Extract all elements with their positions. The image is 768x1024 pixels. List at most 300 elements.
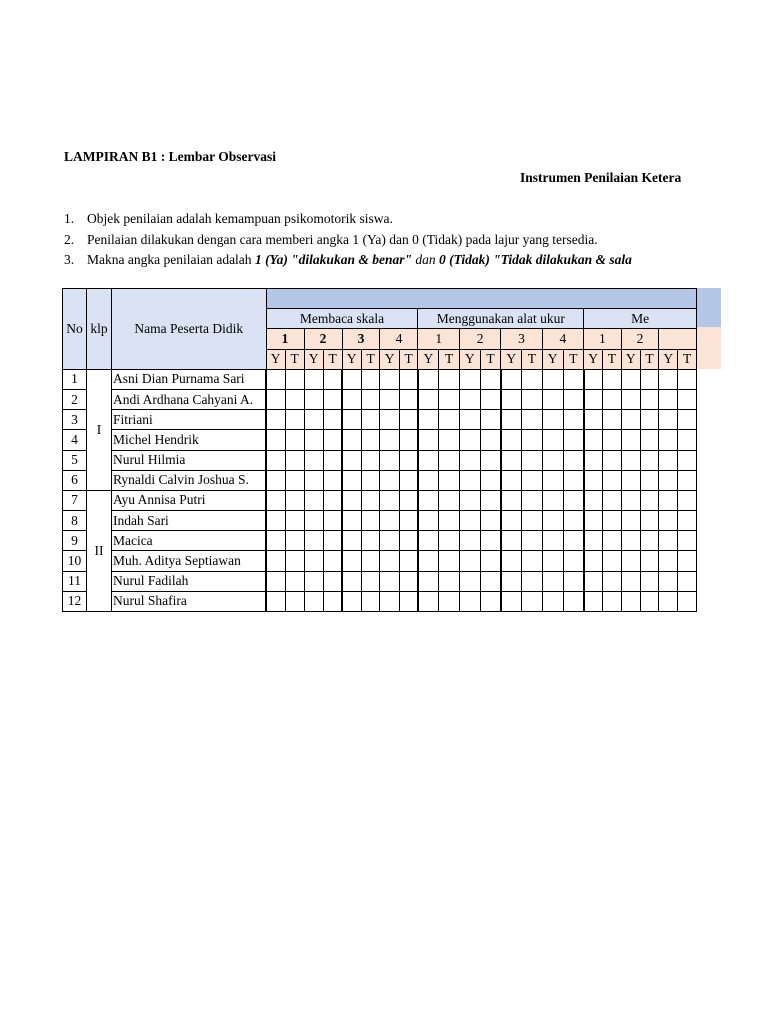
score-cell[interactable] bbox=[418, 591, 439, 611]
score-cell[interactable] bbox=[399, 571, 418, 591]
student-row bbox=[63, 551, 697, 571]
score-cell[interactable] bbox=[439, 389, 460, 409]
score-cell[interactable] bbox=[361, 430, 380, 450]
score-cell[interactable] bbox=[659, 511, 678, 531]
score-cell[interactable] bbox=[418, 490, 439, 510]
score-cell[interactable] bbox=[480, 511, 501, 531]
score-cell[interactable] bbox=[501, 410, 522, 430]
score-cell[interactable] bbox=[439, 591, 460, 611]
score-cell[interactable] bbox=[480, 551, 501, 571]
score-cell[interactable] bbox=[603, 511, 622, 531]
score-cell[interactable] bbox=[640, 490, 659, 510]
group-label: II bbox=[87, 490, 112, 611]
score-cell[interactable] bbox=[459, 531, 480, 551]
score-cell[interactable] bbox=[399, 490, 418, 510]
score-cell[interactable] bbox=[501, 389, 522, 409]
score-cell[interactable] bbox=[342, 430, 361, 450]
score-cell[interactable] bbox=[603, 470, 622, 490]
instruction-item: 2. Penilaian dilakukan dengan cara memberi angka 1 (Ya) dan 0 (Tidak) pada lajur yang tersedia. bbox=[64, 231, 598, 247]
score-cell[interactable] bbox=[659, 591, 678, 611]
score-cell[interactable] bbox=[342, 511, 361, 531]
score-cell[interactable] bbox=[603, 430, 622, 450]
score-cell[interactable] bbox=[584, 511, 603, 531]
score-cell[interactable] bbox=[678, 369, 697, 389]
student-name: Ayu Annisa Putri bbox=[111, 490, 266, 510]
score-cell[interactable] bbox=[522, 410, 543, 430]
score-cell[interactable] bbox=[621, 511, 640, 531]
score-cell[interactable] bbox=[480, 591, 501, 611]
score-cell[interactable] bbox=[342, 551, 361, 571]
score-cell[interactable] bbox=[501, 369, 522, 389]
score-cell[interactable] bbox=[380, 410, 399, 430]
score-cell[interactable] bbox=[563, 490, 584, 510]
score-cell[interactable] bbox=[603, 389, 622, 409]
instruction-item: 3. Makna angka penilaian adalah 1 (Ya) "dilakukan & benar" dan 0 (Tidak) "Tidak dilakukan & sala bbox=[64, 252, 632, 267]
score-cell[interactable] bbox=[678, 450, 697, 470]
score-cell[interactable] bbox=[542, 551, 563, 571]
t-label: T bbox=[563, 349, 584, 369]
score-cell[interactable] bbox=[361, 490, 380, 510]
score-cell[interactable] bbox=[640, 591, 659, 611]
score-cell[interactable] bbox=[678, 511, 697, 531]
criterion-number: 4 bbox=[380, 329, 418, 349]
score-cell[interactable] bbox=[603, 531, 622, 551]
score-cell[interactable] bbox=[621, 531, 640, 551]
score-cell[interactable] bbox=[342, 591, 361, 611]
score-cell[interactable] bbox=[459, 410, 480, 430]
score-cell[interactable] bbox=[522, 450, 543, 470]
score-cell[interactable] bbox=[361, 410, 380, 430]
score-cell[interactable] bbox=[659, 571, 678, 591]
score-cell[interactable] bbox=[459, 511, 480, 531]
score-cell[interactable] bbox=[342, 470, 361, 490]
score-cell[interactable] bbox=[285, 551, 304, 571]
score-cell[interactable] bbox=[418, 389, 439, 409]
group-header: Menggunakan alat ukur bbox=[418, 309, 584, 329]
score-cell[interactable] bbox=[621, 490, 640, 510]
score-cell[interactable] bbox=[678, 490, 697, 510]
score-cell[interactable] bbox=[418, 450, 439, 470]
score-cell[interactable] bbox=[603, 369, 622, 389]
score-cell[interactable] bbox=[459, 389, 480, 409]
student-name: Andi Ardhana Cahyani A. bbox=[111, 389, 266, 409]
score-cell[interactable] bbox=[285, 531, 304, 551]
score-cell[interactable] bbox=[542, 369, 563, 389]
score-cell[interactable] bbox=[266, 571, 285, 591]
score-cell[interactable] bbox=[266, 430, 285, 450]
score-cell[interactable] bbox=[285, 369, 304, 389]
score-cell[interactable] bbox=[439, 551, 460, 571]
score-cell[interactable] bbox=[361, 511, 380, 531]
t-label: T bbox=[678, 349, 697, 369]
criterion-number: 1 bbox=[266, 329, 304, 349]
instrument-title: Instrumen Penilaian Ketera bbox=[520, 170, 682, 185]
score-cell[interactable] bbox=[439, 410, 460, 430]
score-cell[interactable] bbox=[501, 591, 522, 611]
score-cell[interactable] bbox=[380, 571, 399, 591]
score-cell[interactable] bbox=[563, 389, 584, 409]
score-cell[interactable] bbox=[342, 450, 361, 470]
score-cell[interactable] bbox=[323, 410, 342, 430]
score-cell[interactable] bbox=[418, 531, 439, 551]
score-cell[interactable] bbox=[542, 511, 563, 531]
score-cell[interactable] bbox=[501, 511, 522, 531]
score-cell[interactable] bbox=[323, 531, 342, 551]
score-cell[interactable] bbox=[542, 591, 563, 611]
score-cell[interactable] bbox=[659, 490, 678, 510]
score-cell[interactable] bbox=[678, 571, 697, 591]
score-cell[interactable] bbox=[542, 571, 563, 591]
score-cell[interactable] bbox=[342, 369, 361, 389]
score-cell[interactable] bbox=[659, 369, 678, 389]
score-cell[interactable] bbox=[285, 591, 304, 611]
score-cell[interactable] bbox=[304, 531, 323, 551]
score-cell[interactable] bbox=[361, 531, 380, 551]
score-cell[interactable] bbox=[380, 490, 399, 510]
score-cell[interactable] bbox=[323, 551, 342, 571]
score-cell[interactable] bbox=[459, 551, 480, 571]
score-cell[interactable] bbox=[640, 511, 659, 531]
score-cell[interactable] bbox=[621, 450, 640, 470]
score-cell[interactable] bbox=[361, 551, 380, 571]
score-cell[interactable] bbox=[380, 450, 399, 470]
score-cell[interactable] bbox=[584, 410, 603, 430]
score-cell[interactable] bbox=[323, 591, 342, 611]
score-cell[interactable] bbox=[522, 511, 543, 531]
score-cell[interactable] bbox=[304, 369, 323, 389]
klp-header: klp bbox=[87, 289, 112, 370]
score-cell[interactable] bbox=[266, 511, 285, 531]
score-cell[interactable] bbox=[342, 490, 361, 510]
score-cell[interactable] bbox=[361, 591, 380, 611]
score-cell[interactable] bbox=[678, 470, 697, 490]
score-cell[interactable] bbox=[480, 389, 501, 409]
score-cell[interactable] bbox=[399, 551, 418, 571]
score-cell[interactable] bbox=[459, 571, 480, 591]
score-cell[interactable] bbox=[584, 531, 603, 551]
score-cell[interactable] bbox=[323, 490, 342, 510]
score-cell[interactable] bbox=[678, 531, 697, 551]
score-cell[interactable] bbox=[563, 591, 584, 611]
score-cell[interactable] bbox=[459, 470, 480, 490]
score-cell[interactable] bbox=[399, 369, 418, 389]
score-cell[interactable] bbox=[285, 490, 304, 510]
score-cell[interactable] bbox=[640, 450, 659, 470]
score-cell[interactable] bbox=[285, 389, 304, 409]
score-cell[interactable] bbox=[621, 389, 640, 409]
score-cell[interactable] bbox=[640, 389, 659, 409]
score-cell[interactable] bbox=[399, 450, 418, 470]
score-cell[interactable] bbox=[603, 450, 622, 470]
score-cell[interactable] bbox=[439, 450, 460, 470]
score-cell[interactable] bbox=[621, 430, 640, 450]
score-cell[interactable] bbox=[501, 450, 522, 470]
y-label: Y bbox=[418, 349, 439, 369]
score-cell[interactable] bbox=[399, 511, 418, 531]
score-cell[interactable] bbox=[380, 511, 399, 531]
score-cell[interactable] bbox=[522, 470, 543, 490]
score-cell[interactable] bbox=[542, 531, 563, 551]
row-number: 2 bbox=[63, 389, 87, 409]
score-cell[interactable] bbox=[640, 369, 659, 389]
student-name: Nurul Fadilah bbox=[111, 571, 266, 591]
score-cell[interactable] bbox=[399, 531, 418, 551]
score-cell[interactable] bbox=[418, 511, 439, 531]
score-cell[interactable] bbox=[480, 470, 501, 490]
score-cell[interactable] bbox=[439, 369, 460, 389]
score-cell[interactable] bbox=[563, 430, 584, 450]
t-label: T bbox=[603, 349, 622, 369]
row-number: 6 bbox=[63, 470, 87, 490]
score-cell[interactable] bbox=[603, 410, 622, 430]
score-cell[interactable] bbox=[323, 369, 342, 389]
score-cell[interactable] bbox=[266, 591, 285, 611]
y-label: Y bbox=[584, 349, 603, 369]
score-cell[interactable] bbox=[304, 430, 323, 450]
score-cell[interactable] bbox=[323, 450, 342, 470]
score-cell[interactable] bbox=[439, 511, 460, 531]
score-cell[interactable] bbox=[361, 571, 380, 591]
score-cell[interactable] bbox=[380, 389, 399, 409]
student-name: Michel Hendrik bbox=[111, 430, 266, 450]
score-cell[interactable] bbox=[563, 571, 584, 591]
score-cell[interactable] bbox=[522, 430, 543, 450]
score-cell[interactable] bbox=[501, 571, 522, 591]
score-cell[interactable] bbox=[584, 551, 603, 571]
score-cell[interactable] bbox=[678, 591, 697, 611]
score-cell[interactable] bbox=[361, 369, 380, 389]
score-cell[interactable] bbox=[285, 410, 304, 430]
score-cell[interactable] bbox=[380, 591, 399, 611]
score-cell[interactable] bbox=[522, 591, 543, 611]
score-cell[interactable] bbox=[418, 470, 439, 490]
y-label: Y bbox=[304, 349, 323, 369]
score-cell[interactable] bbox=[563, 450, 584, 470]
score-cell[interactable] bbox=[584, 470, 603, 490]
score-cell[interactable] bbox=[266, 410, 285, 430]
score-cell[interactable] bbox=[584, 490, 603, 510]
score-cell[interactable] bbox=[522, 531, 543, 551]
score-cell[interactable] bbox=[501, 470, 522, 490]
score-cell[interactable] bbox=[323, 571, 342, 591]
score-cell[interactable] bbox=[342, 389, 361, 409]
row-number: 7 bbox=[63, 490, 87, 510]
score-cell[interactable] bbox=[659, 531, 678, 551]
row-number: 11 bbox=[63, 571, 87, 591]
score-cell[interactable] bbox=[659, 551, 678, 571]
score-cell[interactable] bbox=[659, 430, 678, 450]
score-cell[interactable] bbox=[621, 410, 640, 430]
score-cell[interactable] bbox=[266, 389, 285, 409]
instructions-list bbox=[64, 209, 698, 271]
score-cell[interactable] bbox=[459, 369, 480, 389]
student-name: Rynaldi Calvin Joshua S. bbox=[111, 470, 266, 490]
score-cell[interactable] bbox=[542, 470, 563, 490]
score-cell[interactable] bbox=[640, 531, 659, 551]
score-cell[interactable] bbox=[603, 551, 622, 571]
score-cell[interactable] bbox=[584, 571, 603, 591]
score-cell[interactable] bbox=[522, 551, 543, 571]
score-cell[interactable] bbox=[501, 551, 522, 571]
score-cell[interactable] bbox=[380, 531, 399, 551]
score-cell[interactable] bbox=[584, 389, 603, 409]
score-cell[interactable] bbox=[584, 450, 603, 470]
score-cell[interactable] bbox=[361, 470, 380, 490]
score-cell[interactable] bbox=[418, 430, 439, 450]
score-cell[interactable] bbox=[480, 531, 501, 551]
score-cell[interactable] bbox=[603, 490, 622, 510]
score-cell[interactable] bbox=[459, 490, 480, 510]
score-cell[interactable] bbox=[361, 389, 380, 409]
score-cell[interactable] bbox=[584, 430, 603, 450]
score-cell[interactable] bbox=[266, 551, 285, 571]
score-cell[interactable] bbox=[380, 430, 399, 450]
score-cell[interactable] bbox=[522, 490, 543, 510]
score-cell[interactable] bbox=[480, 571, 501, 591]
score-cell[interactable] bbox=[380, 551, 399, 571]
score-cell[interactable] bbox=[342, 410, 361, 430]
score-cell[interactable] bbox=[439, 470, 460, 490]
score-cell[interactable] bbox=[439, 571, 460, 591]
score-cell[interactable] bbox=[399, 591, 418, 611]
score-cell[interactable] bbox=[584, 591, 603, 611]
score-cell[interactable] bbox=[678, 430, 697, 450]
score-cell[interactable] bbox=[480, 410, 501, 430]
score-cell[interactable] bbox=[584, 369, 603, 389]
score-cell[interactable] bbox=[418, 571, 439, 591]
score-cell[interactable] bbox=[603, 571, 622, 591]
score-cell[interactable] bbox=[640, 430, 659, 450]
score-cell[interactable] bbox=[418, 551, 439, 571]
no-header: No bbox=[63, 289, 87, 370]
score-cell[interactable] bbox=[304, 490, 323, 510]
score-cell[interactable] bbox=[399, 430, 418, 450]
score-cell[interactable] bbox=[542, 389, 563, 409]
score-cell[interactable] bbox=[304, 551, 323, 571]
score-cell[interactable] bbox=[603, 591, 622, 611]
row-number: 12 bbox=[63, 591, 87, 611]
score-cell[interactable] bbox=[563, 369, 584, 389]
score-cell[interactable] bbox=[439, 531, 460, 551]
score-cell[interactable] bbox=[522, 389, 543, 409]
score-cell[interactable] bbox=[266, 490, 285, 510]
score-cell[interactable] bbox=[459, 450, 480, 470]
score-cell[interactable] bbox=[459, 591, 480, 611]
score-cell[interactable] bbox=[439, 490, 460, 510]
score-cell[interactable] bbox=[459, 430, 480, 450]
score-cell[interactable] bbox=[640, 551, 659, 571]
t-label: T bbox=[285, 349, 304, 369]
score-cell[interactable] bbox=[542, 430, 563, 450]
score-cell[interactable] bbox=[380, 470, 399, 490]
score-cell[interactable] bbox=[285, 450, 304, 470]
student-row bbox=[63, 511, 697, 531]
score-cell[interactable] bbox=[640, 410, 659, 430]
score-cell[interactable] bbox=[542, 410, 563, 430]
score-cell[interactable] bbox=[439, 430, 460, 450]
score-cell[interactable] bbox=[659, 410, 678, 430]
score-cell[interactable] bbox=[522, 369, 543, 389]
score-cell[interactable] bbox=[380, 369, 399, 389]
score-cell[interactable] bbox=[480, 369, 501, 389]
score-cell[interactable] bbox=[323, 430, 342, 450]
score-cell[interactable] bbox=[678, 551, 697, 571]
score-cell[interactable] bbox=[399, 470, 418, 490]
score-cell[interactable] bbox=[480, 490, 501, 510]
score-cell[interactable] bbox=[304, 591, 323, 611]
score-cell[interactable] bbox=[563, 410, 584, 430]
score-cell[interactable] bbox=[501, 430, 522, 450]
score-cell[interactable] bbox=[501, 490, 522, 510]
score-cell[interactable] bbox=[480, 430, 501, 450]
score-cell[interactable] bbox=[678, 389, 697, 409]
score-cell[interactable] bbox=[563, 470, 584, 490]
score-cell[interactable] bbox=[304, 571, 323, 591]
score-cell[interactable] bbox=[342, 531, 361, 551]
score-cell[interactable] bbox=[266, 369, 285, 389]
student-name: Nurul Shafira bbox=[111, 591, 266, 611]
score-cell[interactable] bbox=[323, 389, 342, 409]
t-label: T bbox=[439, 349, 460, 369]
score-cell[interactable] bbox=[304, 511, 323, 531]
score-cell[interactable] bbox=[659, 389, 678, 409]
score-cell[interactable] bbox=[266, 531, 285, 551]
score-cell[interactable] bbox=[285, 511, 304, 531]
observation-table bbox=[62, 288, 697, 612]
score-cell[interactable] bbox=[418, 369, 439, 389]
score-cell[interactable] bbox=[678, 410, 697, 430]
score-cell[interactable] bbox=[285, 430, 304, 450]
score-cell[interactable] bbox=[323, 470, 342, 490]
score-cell[interactable] bbox=[418, 410, 439, 430]
score-cell[interactable] bbox=[361, 450, 380, 470]
score-cell[interactable] bbox=[522, 571, 543, 591]
score-cell[interactable] bbox=[342, 571, 361, 591]
score-cell[interactable] bbox=[304, 389, 323, 409]
score-cell[interactable] bbox=[285, 470, 304, 490]
score-cell[interactable] bbox=[304, 470, 323, 490]
score-cell[interactable] bbox=[621, 591, 640, 611]
score-cell[interactable] bbox=[640, 571, 659, 591]
criterion-number: 1 bbox=[418, 329, 459, 349]
score-cell[interactable] bbox=[640, 470, 659, 490]
score-cell[interactable] bbox=[266, 450, 285, 470]
score-cell[interactable] bbox=[304, 450, 323, 470]
score-cell[interactable] bbox=[621, 369, 640, 389]
student-row bbox=[63, 591, 697, 611]
score-cell[interactable] bbox=[304, 410, 323, 430]
row-number: 5 bbox=[63, 450, 87, 470]
score-cell[interactable] bbox=[659, 470, 678, 490]
score-cell[interactable] bbox=[563, 531, 584, 551]
score-cell[interactable] bbox=[323, 511, 342, 531]
score-cell[interactable] bbox=[563, 551, 584, 571]
score-cell[interactable] bbox=[266, 470, 285, 490]
score-cell[interactable] bbox=[563, 511, 584, 531]
score-cell[interactable] bbox=[285, 571, 304, 591]
score-cell[interactable] bbox=[659, 450, 678, 470]
score-cell[interactable] bbox=[399, 389, 418, 409]
score-cell[interactable] bbox=[480, 450, 501, 470]
score-cell[interactable] bbox=[542, 490, 563, 510]
score-cell[interactable] bbox=[399, 410, 418, 430]
score-cell[interactable] bbox=[542, 450, 563, 470]
score-cell[interactable] bbox=[501, 531, 522, 551]
score-cell[interactable] bbox=[621, 571, 640, 591]
score-cell[interactable] bbox=[621, 551, 640, 571]
student-name: Fitriani bbox=[111, 410, 266, 430]
score-cell[interactable] bbox=[621, 470, 640, 490]
